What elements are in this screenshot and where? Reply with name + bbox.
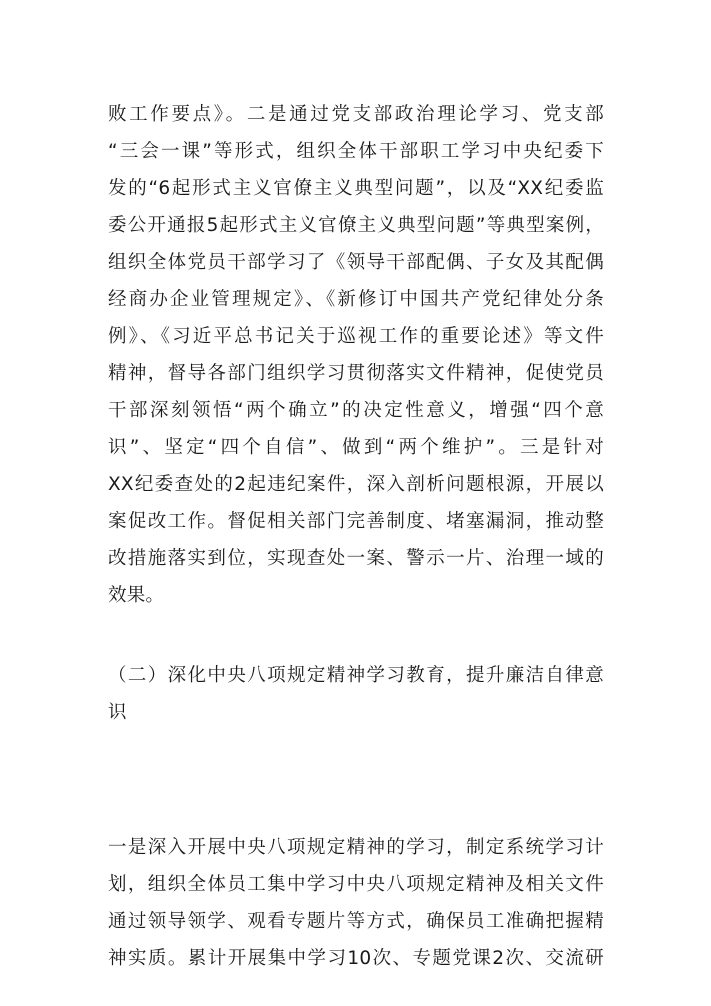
- paragraph-line: 发的“6起形式主义官僚主义典型问题”，以及“XX纪委监: [108, 178, 604, 199]
- paragraph-line: 经商办企业管理规定》、《新修订中国共产党纪律处分条: [108, 289, 604, 310]
- paragraph-line: XX纪委查处的2起违纪案件，深入剖析问题根源，开展以: [108, 474, 604, 495]
- paragraph-line: 例》、《习近平总书记关于巡视工作的重要论述》等文件: [108, 326, 604, 347]
- paragraph-line: “三会一课”等形式，组织全体干部职工学习中央纪委下: [108, 141, 604, 162]
- paragraph-line: 通过领导领学、观看专题片等方式，确保员工准确把握精: [108, 911, 604, 932]
- heading-line: 识: [108, 702, 127, 723]
- paragraph-line: 委公开通报5起形式主义官僚主义典型问题”等典型案例，: [108, 215, 604, 236]
- paragraph-line: 组织全体党员干部学习了《领导干部配偶、子女及其配偶: [108, 252, 604, 273]
- paragraph-line: 划，组织全体员工集中学习中央八项规定精神及相关文件: [108, 874, 604, 895]
- paragraph-line: 效果。: [108, 585, 165, 606]
- paragraph-line: 识”、坚定“四个自信”、做到“两个维护”。三是针对: [108, 437, 604, 458]
- paragraph-line: 干部深刻领悟“两个确立”的决定性意义，增强“四个意: [108, 400, 604, 421]
- paragraph-line: 神实质。累计开展集中学习10次、专题党课2次、交流研: [108, 948, 604, 969]
- body-paragraph: [108, 829, 604, 977]
- paragraph-line: 改措施落实到位，实现查处一案、警示一片、治理一域的: [108, 548, 604, 569]
- paragraph-line: 精神，督导各部门组织学习贯彻落实文件精神，促使党员: [108, 363, 604, 384]
- paragraph-line: 案促改工作。督促相关部门完善制度、堵塞漏洞，推动整: [108, 511, 604, 532]
- section-heading: [108, 657, 604, 731]
- paragraph-line: 一是深入开展中央八项规定精神的学习，制定系统学习计: [108, 837, 604, 858]
- paragraph-line: 败工作要点》。二是通过党支部政治理论学习、党支部: [108, 104, 604, 125]
- heading-line: （二）深化中央八项规定精神学习教育，提升廉洁自律意: [108, 665, 604, 686]
- body-paragraph: [108, 96, 604, 614]
